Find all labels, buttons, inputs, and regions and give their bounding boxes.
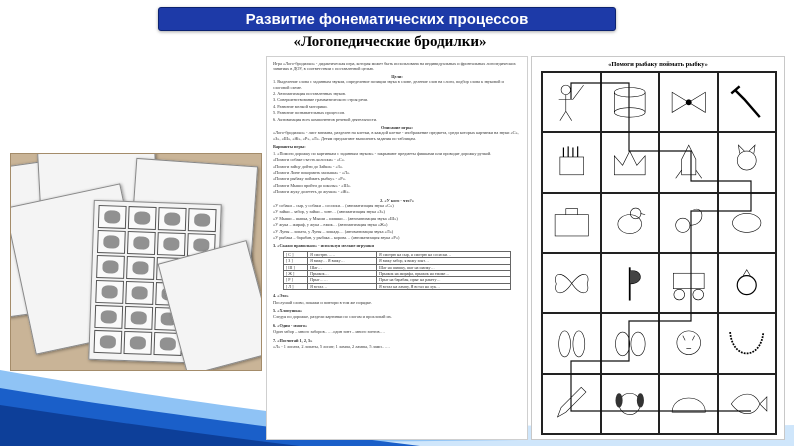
lemon-icon (723, 199, 770, 246)
necklace-icon (723, 320, 770, 367)
fisherman-worksheet (531, 56, 785, 440)
table-cell: [ С ] (283, 251, 307, 257)
bread-icon (665, 380, 712, 427)
grid-cell (601, 132, 660, 192)
doc-variant2-item: «У Мыши – шапка, у Мыши – шишки… (автоматизация звука «Ш») (273, 215, 398, 221)
grid-cell (601, 72, 660, 132)
doc-goal-item: 2. Автоматизация поставленных звуков. (273, 91, 347, 97)
grid-cell (601, 313, 660, 373)
table-cell: Прыг на барабан, прыг на ракету… (377, 277, 511, 283)
table-cell: Я встал… (308, 283, 377, 289)
bird-icon (606, 199, 653, 246)
axe-icon (606, 260, 653, 307)
grid-cell (659, 253, 718, 313)
suitcase-icon (548, 199, 595, 246)
butterfly-icon (548, 260, 595, 307)
doc-variant6: Один забор – много заборов……один зонт – много зонтов…. (273, 329, 385, 335)
doc-variant2-item: «У зайки – забор, у зайки – зонт… (автоматизация звука «З») (273, 209, 385, 215)
doc-goal-item: 1. Выделение слова с заданным звуком, определение позиции звука в слове, деление слов на слоги, подбор слова к звуковой и слоговой схеме. (273, 79, 504, 90)
doc-variant4-title: 4. «Эхо» (273, 293, 289, 299)
grid-cell (542, 374, 601, 434)
doc-variant1-item: «Помоги жуку долететь до жучки» - «Ж». (273, 189, 350, 195)
table-cell: [ З ] (283, 258, 307, 264)
grid-cell (542, 132, 601, 192)
table-cell: Я смотрю на сыр, я смотрю на сосиски… (377, 251, 511, 257)
doc-intro: Игра «Лого-бродилки» - дидактическая игра, которая может быть использована на индивидуальных и фронтальных логопедических занятиях в ДОУ, в соответствии с поставленной целью. (273, 61, 516, 72)
grid-cell (659, 193, 718, 253)
table-cell: Шаг на шишку, шаг на шапку… (377, 264, 511, 270)
crown-icon (606, 139, 653, 186)
doc-variant1-item: «Помоги Мыши пройти до школы» - «Ш». (273, 182, 352, 188)
doc-variant1-item: «Помоги Лине покормить малыша» - «Л». (273, 169, 351, 175)
table-cell: [ Л ] (283, 283, 307, 289)
game-boards-photo (10, 153, 262, 371)
table-cell: Прыжок… (308, 271, 377, 277)
grid-cell (718, 72, 777, 132)
doc-variant4: Послушай слово, покажи и повтори в том же порядке. (273, 299, 372, 305)
grid-cell (542, 253, 601, 313)
cat-icon (723, 139, 770, 186)
doc-variant6-title: 6. «Один - много» (273, 322, 308, 328)
doc-variant2-title: 2. «У кого - что?» (380, 197, 414, 203)
matches-icon (548, 139, 595, 186)
doc-variant1-title: 1. «Помоги дорожку по картинкам с заданным звуком» - закрывают предметы фишками или проводят дорожку ручкой. (273, 150, 492, 156)
grid-cell (718, 313, 777, 373)
table-cell: Я смотрю…… (308, 251, 377, 257)
slippers2-icon (606, 320, 653, 367)
squirrel-icon (665, 199, 712, 246)
bow-icon (665, 79, 712, 126)
doc-variant1-item: «Помоги зайцу дойти до Зайки» - «З». (273, 163, 344, 169)
table-cell: Прыжок на жирафа, прыжок на ежике… (377, 271, 511, 277)
grid-cell (542, 193, 601, 253)
drum-icon (606, 79, 653, 126)
grid-cell (601, 253, 660, 313)
doc-variant2-item: «У рыбака – барабан, у рыбака – корова… (автоматизация звука «Р») (273, 234, 400, 240)
grid-cell (659, 132, 718, 192)
doc-goal-item: 4. Развитие мелкой моторики. (273, 103, 328, 109)
game-description-document (266, 56, 528, 440)
grid-cell (542, 313, 601, 373)
doc-variant1-item: «Помоги рыбаку поймать рыбку» - «Р». (273, 176, 346, 182)
doc-variant2-item: «У Луны – лопата, у Луны – лошадь… (автоматизация звука «Л») (273, 228, 394, 234)
doc-variant2-item: «У жука – жираф, у жука – ежик… (автоматизация звука «Ж») (273, 222, 388, 228)
ring-icon (723, 260, 770, 307)
doc-description: «Лого-бродилки» - лист ватмана, разделен на клетки, в каждой клетке - изображение предмета, среди которых картинки на звуки «С», «З», «Ш», «Ж», «Р», «Л». Детям предлагают выполнить задания по таблицам. (273, 130, 519, 141)
grid-cell (659, 72, 718, 132)
doc-variant5: Следуя по дорожке, раздели картинки по слогам и прохлопай их. (273, 314, 393, 320)
table-cell: Я встал на лампу, Я встал на лук… (377, 283, 511, 289)
slide-subtitle: «Логопедические бродилки» (293, 34, 487, 50)
doc-goal-item: 6. Активизация всех компонентов речевой деятельности. (273, 116, 378, 122)
rocket-icon (665, 139, 712, 186)
worksheet-title: «Помоги рыбаку поймать рыбку» (608, 61, 708, 68)
table-cell: [ Ш ] (283, 264, 307, 270)
doc-description-title: Описание игры: (381, 125, 413, 131)
grid-cell (718, 374, 777, 434)
grid-cell (718, 193, 777, 253)
doc-variant7-title: 7. «Посчитай 1, 2, 5» (273, 337, 313, 343)
doc-variants-title: Варианты игры: (273, 144, 306, 150)
tiger-icon (665, 320, 712, 367)
grid-cell (542, 72, 601, 132)
doc-variant7: «Л» - 1 лопата, 2 лопаты, 5 лопат; 1 лампа, 2 лампы, 5 ламп…… (273, 344, 391, 350)
pencil-icon (548, 380, 595, 427)
doc-goals-title: Цели: (391, 73, 403, 79)
grid-cell (718, 132, 777, 192)
table-cell: Прыг…… (308, 277, 377, 283)
fisherman-icon (548, 79, 595, 126)
table-cell: Я вижу забор, я вижу зонт… (377, 258, 511, 264)
doc-variant5-title: 5. «Хлопушка» (273, 308, 303, 314)
doc-variant2-item: «У собаки – сыр, у собаки – сосиски… (автоматизация звука «С») (273, 202, 394, 208)
grid-cell (601, 193, 660, 253)
fish-icon (723, 380, 770, 427)
doc-variant1-item: «Помоги собаке съесть колоски» - «С». (273, 157, 346, 163)
table-cell: Я вижу… Я вижу… (308, 258, 377, 264)
table-row (283, 283, 510, 289)
tractor-icon (665, 260, 712, 307)
doc-goal-item: 5. Развитие познавательных процессов. (273, 110, 346, 116)
grid-cell (718, 253, 777, 313)
nail-icon (723, 79, 770, 126)
slide-title: Развитие фонематических процессов (158, 7, 616, 31)
table-cell: [ Ж ] (283, 271, 307, 277)
grid-cell (659, 374, 718, 434)
grid-cell (659, 313, 718, 373)
doc-goal-item: 3. Совершенствование грамматического строя речи. (273, 97, 369, 103)
slippers-icon (548, 320, 595, 367)
table-cell: Шаг… (308, 264, 377, 270)
doc-sounds-table (283, 251, 511, 290)
picture-grid (541, 71, 777, 435)
doc-variant3-title: 3. «Скажи правильно» - используя мелкие игрушки (273, 243, 374, 249)
dog-icon (606, 380, 653, 427)
grid-cell (601, 374, 660, 434)
table-cell: [ Р ] (283, 277, 307, 283)
